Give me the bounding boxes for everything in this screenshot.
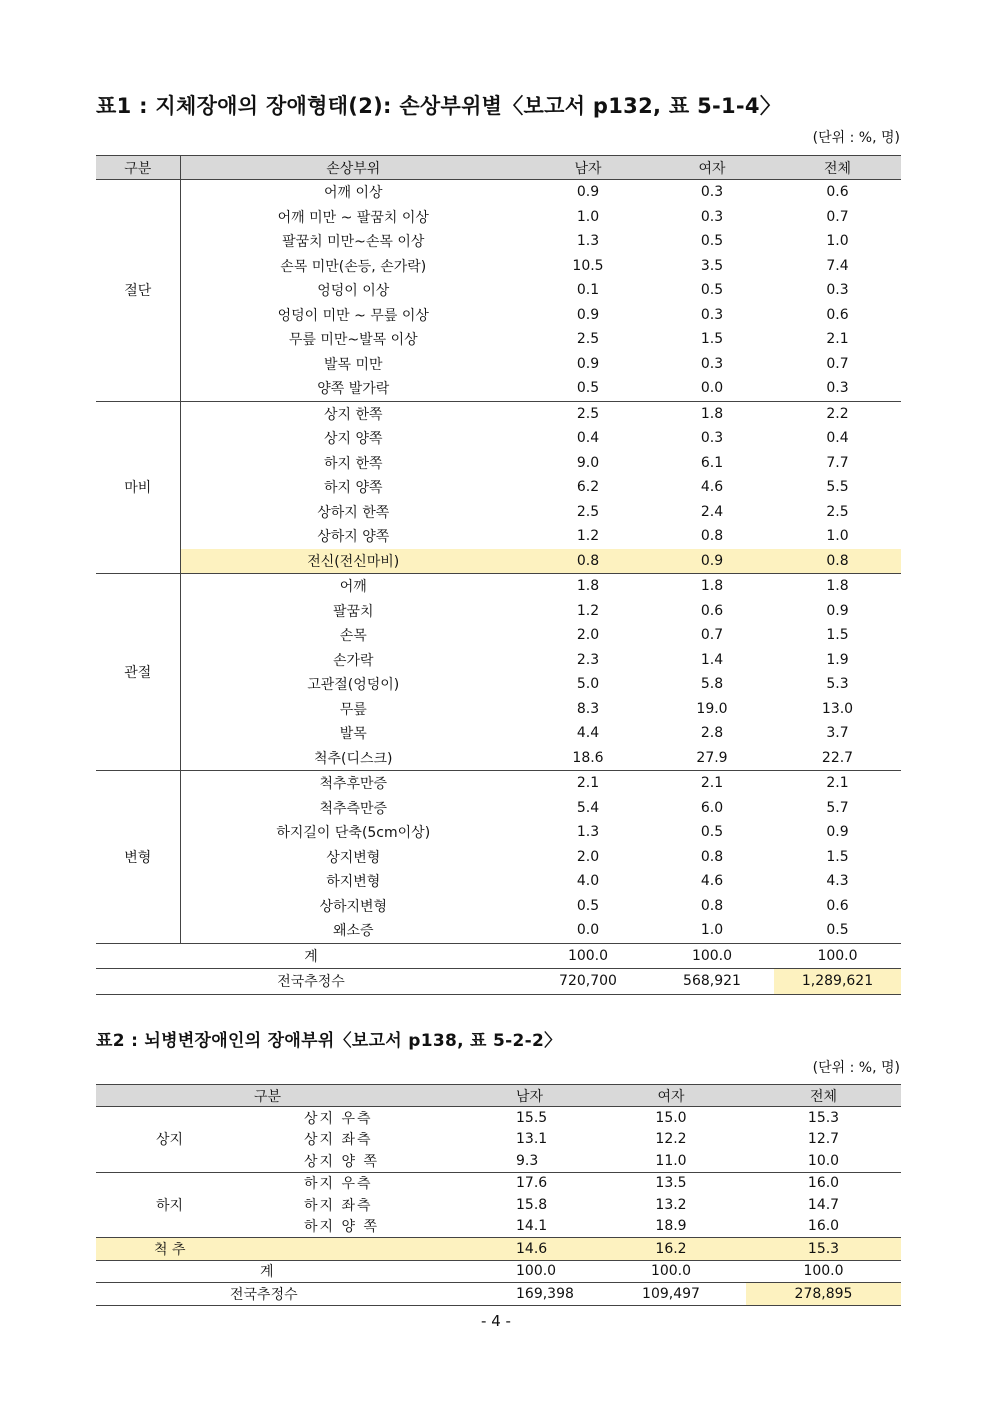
table2-national-row-label: 전국추정수	[96, 1283, 516, 1306]
table1-male-cell: 8.3	[576, 700, 600, 717]
table1-total-cell: 22.7	[774, 746, 901, 771]
table2-total-cell: 15.3	[807, 1109, 840, 1126]
table1-total-cell: 0.8	[774, 549, 901, 574]
table2-header-total: 전체	[746, 1085, 901, 1107]
table1-female-cell: 0.0	[650, 376, 774, 401]
table1-female-cell: 1.4	[700, 651, 724, 668]
table1-total-value: 100.0	[774, 943, 901, 969]
table1-row	[96, 845, 901, 870]
table1-female-cell: 2.8	[700, 725, 724, 742]
table1-part-cell: 고관절(엉덩이)	[307, 677, 400, 694]
table1-row	[96, 376, 901, 401]
table1-part-cell: 손가락	[332, 652, 374, 669]
table1-female-cell: 0.3	[700, 355, 724, 372]
table1-male-cell: 1.3	[576, 233, 600, 250]
table1-national-value: 1,289,621	[774, 969, 901, 995]
table1-part-cell: 상하지변형	[319, 898, 388, 915]
table2-female-cell: 13.2	[655, 1196, 687, 1213]
table1-total-cell: 13.0	[821, 700, 854, 717]
table1-female-cell: 0.6	[700, 602, 724, 619]
table2-spine-row	[96, 1238, 901, 1261]
table1-male-cell: 2.5	[576, 503, 600, 520]
table1-row	[96, 475, 901, 500]
table1-part-cell: 하지변형	[326, 874, 381, 891]
table1-row	[96, 327, 901, 352]
table2-male-cell: 17.6	[516, 1175, 548, 1192]
table1-row	[96, 524, 901, 549]
table1-part-cell: 상지변형	[326, 849, 381, 866]
table2-male-cell: 14.1	[516, 1216, 596, 1238]
table1-total-cell: 2.1	[826, 775, 849, 792]
table1-male-cell: 10.5	[572, 257, 604, 274]
table1-total-cell: 3.7	[826, 725, 849, 742]
table2-unit: (단위 : %, 명)	[812, 1060, 900, 1076]
table1-male-cell: 0.4	[576, 430, 600, 447]
table2-female-cell: 12.2	[655, 1131, 687, 1148]
table1-national-row	[96, 969, 901, 995]
table1-total-cell: 0.6	[826, 184, 849, 201]
table2-national-row-value: 169,398	[516, 1283, 596, 1306]
table1-male-cell: 0.5	[526, 376, 650, 401]
table1-female-cell: 0.5	[700, 824, 724, 841]
table1-female-cell: 5.8	[700, 676, 724, 693]
table1-row	[96, 894, 901, 919]
table1-total-cell: 2.5	[826, 503, 849, 520]
table1-female-cell: 4.6	[700, 479, 724, 496]
table1-female-cell: 0.8	[700, 897, 724, 914]
table2-group-cell: 하지	[96, 1172, 246, 1238]
table2-header-female: 여자	[596, 1085, 746, 1107]
table1-row	[96, 352, 901, 377]
table2-total-row-label: 계	[96, 1260, 516, 1283]
table1-header-category: 구분	[96, 156, 180, 180]
table1-total-cell: 0.3	[826, 282, 849, 299]
table1-total-cell: 0.6	[826, 306, 849, 323]
table1-unit: (단위 : %, 명)	[812, 130, 900, 146]
table1-header-male: 남자	[526, 156, 650, 180]
table2-part-cell: 하지 우측	[304, 1176, 373, 1193]
table1-part-cell: 어깨 미만 ~ 팔꿈치 이상	[277, 209, 429, 226]
table1-total-cell: 5.5	[826, 479, 849, 496]
table2-part-cell: 하지 좌측	[304, 1197, 373, 1214]
table1-part-cell: 발목 미만	[323, 356, 383, 373]
table1-row	[96, 820, 901, 845]
table1-female-cell: 0.3	[700, 208, 724, 225]
table1-title: 표1 : 지체장애의 장애형태(2): 손상부위별〈보고서 p132, 표 5-1-4〉	[96, 94, 782, 118]
table1-part-cell: 엉덩이 미만 ~ 무릎 이상	[277, 307, 429, 324]
table1-female-cell: 0.3	[700, 306, 724, 323]
table1-total-cell: 5.3	[826, 676, 849, 693]
table1-part-cell: 무릎	[339, 701, 367, 718]
table1-group-cell: 마비	[96, 401, 180, 574]
table1-part-cell: 상지 양쪽	[323, 431, 383, 448]
table1-part-cell: 척추(디스크)	[180, 746, 526, 771]
table1-total-cell: 2.2	[826, 405, 849, 422]
table2-total-cell: 12.7	[807, 1131, 840, 1148]
table2-row	[96, 1172, 901, 1194]
table1-total-cell: 0.7	[826, 355, 849, 372]
table1-row	[96, 771, 901, 796]
table1-male-cell: 0.5	[576, 897, 600, 914]
table1-part-cell: 하지 양쪽	[323, 480, 383, 497]
table1-male-cell: 2.5	[576, 331, 600, 348]
table1-male-cell: 1.8	[576, 578, 600, 595]
table1-total-cell: 0.6	[826, 897, 849, 914]
table1-part-cell: 양쪽 발가락	[180, 376, 526, 401]
table2-female-cell: 11.0	[596, 1150, 746, 1172]
table1-male-cell: 1.2	[576, 602, 600, 619]
table1-female-cell: 6.1	[700, 454, 724, 471]
table2-header-row	[96, 1085, 901, 1107]
table1-female-cell: 0.7	[700, 627, 724, 644]
table1-header-female: 여자	[650, 156, 774, 180]
table1-total-cell: 5.7	[826, 799, 849, 816]
table1-total-value: 100.0	[526, 943, 650, 969]
table1-part-cell: 왜소증	[180, 918, 526, 943]
table1-total-value: 100.0	[650, 943, 774, 969]
table1-part-cell: 팔꿈치	[332, 603, 374, 620]
table1-row	[96, 697, 901, 722]
table2-part-cell: 상지 우측	[304, 1110, 373, 1127]
table1-female-cell: 1.8	[700, 405, 724, 422]
table1-part-cell: 손목 미만(손등, 손가락)	[280, 258, 427, 275]
table1-part-cell: 어깨 이상	[323, 185, 383, 202]
table2-female-cell: 18.9	[596, 1216, 746, 1238]
table1-header-part: 손상부위	[180, 156, 526, 180]
table1-row	[96, 869, 901, 894]
table2-female-cell: 15.0	[655, 1109, 687, 1126]
table2-male-cell: 13.1	[516, 1131, 548, 1148]
table1-total-cell: 1.9	[826, 651, 849, 668]
table1-total-cell: 1.5	[826, 627, 849, 644]
table1-female-cell: 19.0	[696, 700, 728, 717]
table1-row	[96, 426, 901, 451]
table1-part-cell: 상하지 양쪽	[317, 529, 390, 546]
table1-part-cell: 하지길이 단축(5cm이상)	[276, 825, 431, 842]
table1-part-cell: 무릎 미만~발목 이상	[288, 332, 418, 349]
table1-female-cell: 2.1	[700, 775, 724, 792]
table2-row	[96, 1107, 901, 1129]
table1-national-value: 720,700	[526, 969, 650, 995]
table1-total-cell: 7.4	[826, 257, 849, 274]
table1-female-cell: 27.9	[650, 746, 774, 771]
table2-spine-row-value: 14.6	[516, 1238, 596, 1261]
table1-female-cell: 0.3	[700, 430, 724, 447]
table1-part-cell: 전신(전신마비)	[180, 549, 526, 574]
table1-row	[96, 278, 901, 303]
table1-male-cell: 1.2	[576, 528, 600, 545]
table1-part-cell: 어깨	[339, 579, 367, 596]
table1-row	[96, 721, 901, 746]
table1-national-label: 전국추정수	[96, 969, 526, 995]
table2-header-male: 남자	[516, 1085, 596, 1107]
table1-male-cell: 0.0	[526, 918, 650, 943]
table1-male-cell: 4.4	[576, 725, 600, 742]
table1-row	[96, 451, 901, 476]
table1-total-cell: 0.3	[774, 376, 901, 401]
table1-male-cell: 5.4	[576, 799, 600, 816]
table1-total-cell: 4.3	[826, 873, 849, 890]
table1-female-cell: 1.0	[650, 918, 774, 943]
table2-male-cell: 9.3	[516, 1150, 596, 1172]
table2-total-cell: 16.0	[746, 1216, 901, 1238]
table1-row	[96, 796, 901, 821]
table1-female-cell: 0.3	[700, 184, 724, 201]
table2-part-cell: 하지 양 쪽	[246, 1216, 516, 1238]
table1-part-cell: 척추후만증	[319, 776, 388, 793]
table1-male-cell: 2.3	[576, 651, 600, 668]
table1-row	[96, 672, 901, 697]
table1-row	[96, 205, 901, 230]
table1-row	[96, 254, 901, 279]
table1-male-cell: 2.0	[576, 848, 600, 865]
table1-female-cell: 0.8	[700, 528, 724, 545]
table1-row	[96, 918, 901, 943]
table2-total-cell: 14.7	[807, 1196, 840, 1213]
table1-part-cell: 발목	[339, 726, 367, 743]
table1-group-cell: 관절	[96, 574, 180, 771]
table1-male-cell: 0.1	[576, 282, 600, 299]
table1-part-cell: 손목	[339, 628, 367, 645]
table1-row	[96, 303, 901, 328]
table2-total-row	[96, 1260, 901, 1283]
table1-row	[96, 401, 901, 426]
table1-total-cell: 0.7	[826, 208, 849, 225]
table2-spine-row-label: 척 추	[96, 1238, 516, 1261]
table1-female-cell: 6.0	[700, 799, 724, 816]
table2-total-cell: 16.0	[807, 1175, 840, 1192]
table1-male-cell: 0.9	[576, 306, 600, 323]
table1-male-cell: 0.9	[576, 355, 600, 372]
table2-total-row-value: 100.0	[746, 1260, 901, 1283]
table2-national-row-value: 278,895	[746, 1283, 901, 1306]
table1-female-cell: 1.5	[700, 331, 724, 348]
table1-header-row	[96, 156, 901, 180]
table1-male-cell: 2.0	[576, 627, 600, 644]
table1-male-cell: 0.8	[526, 549, 650, 574]
table1-male-cell: 1.0	[576, 208, 600, 225]
table1-female-cell: 0.5	[700, 282, 724, 299]
table1-female-cell: 3.5	[700, 257, 724, 274]
table1-female-cell: 0.9	[650, 549, 774, 574]
table1-male-cell: 18.6	[526, 746, 650, 771]
table2-part-cell: 상지 좌측	[304, 1132, 373, 1149]
table2-total-row-value: 100.0	[596, 1260, 746, 1283]
table1-total-cell: 1.8	[826, 578, 849, 595]
table2-national-row-value: 109,497	[596, 1283, 746, 1306]
table1-part-cell: 상지 한쪽	[323, 406, 383, 423]
table1-part-cell: 하지 한쪽	[323, 455, 383, 472]
table2-title: 표2 : 뇌병변장애인의 장애부위〈보고서 p138, 표 5-2-2〉	[96, 1031, 562, 1051]
table1-part-cell: 상하지 한쪽	[317, 504, 390, 521]
table1-female-cell: 4.6	[700, 873, 724, 890]
table2-male-cell: 15.5	[516, 1109, 548, 1126]
table2-female-cell: 13.5	[655, 1175, 687, 1192]
table1-total-cell: 0.4	[826, 430, 849, 447]
table1-row	[96, 648, 901, 673]
table1-row	[96, 549, 901, 574]
table2-total-row-value: 100.0	[516, 1260, 596, 1283]
table1-male-cell: 2.5	[576, 405, 600, 422]
table2-header-category: 구분	[96, 1085, 516, 1107]
table1-male-cell: 2.1	[576, 775, 600, 792]
table1	[96, 155, 901, 995]
table1-row	[96, 599, 901, 624]
table1-row	[96, 623, 901, 648]
page-number: - 4 -	[481, 1312, 511, 1330]
table1-male-cell: 6.2	[576, 479, 600, 496]
table2-part-cell: 상지 양 쪽	[246, 1150, 516, 1172]
table1-total-label: 계	[96, 943, 526, 969]
table1-total-cell: 0.9	[826, 602, 849, 619]
table1-group-cell: 절단	[96, 180, 180, 402]
table2-national-row	[96, 1283, 901, 1306]
table2-spine-row-value: 15.3	[746, 1238, 901, 1261]
table1-female-cell: 1.8	[700, 578, 724, 595]
table1-national-value: 568,921	[650, 969, 774, 995]
table1-total-cell: 1.0	[826, 528, 849, 545]
table1-female-cell: 0.8	[700, 848, 724, 865]
table1-row	[96, 574, 901, 599]
table1-total-cell: 1.5	[826, 848, 849, 865]
table1-male-cell: 1.3	[576, 824, 600, 841]
table1-row	[96, 229, 901, 254]
table1-part-cell: 팔꿈치 미만~손목 이상	[282, 234, 425, 251]
table1-part-cell: 엉덩이 이상	[317, 283, 390, 300]
table1-male-cell: 9.0	[576, 454, 600, 471]
table1-male-cell: 4.0	[576, 873, 600, 890]
table2-group-cell: 상지	[96, 1107, 246, 1173]
table1-row	[96, 180, 901, 205]
table1-group-cell: 변형	[96, 771, 180, 944]
table1-female-cell: 0.5	[700, 233, 724, 250]
table1-part-cell: 척추측만증	[319, 800, 388, 817]
table2-total-cell: 10.0	[746, 1150, 901, 1172]
table2	[96, 1084, 901, 1306]
table1-row	[96, 746, 901, 771]
table1-total-cell: 2.1	[826, 331, 849, 348]
table1-male-cell: 5.0	[576, 676, 600, 693]
table1-total-cell: 0.5	[774, 918, 901, 943]
table1-male-cell: 0.9	[576, 184, 600, 201]
table1-total-cell: 0.9	[826, 824, 849, 841]
table1-total-row	[96, 943, 901, 969]
table1-row	[96, 500, 901, 525]
table1-total-cell: 7.7	[826, 454, 849, 471]
table2-spine-row-value: 16.2	[596, 1238, 746, 1261]
table1-total-cell: 1.0	[826, 233, 849, 250]
table1-header-total: 전체	[774, 156, 901, 180]
table2-male-cell: 15.8	[516, 1196, 548, 1213]
table1-female-cell: 2.4	[700, 503, 724, 520]
